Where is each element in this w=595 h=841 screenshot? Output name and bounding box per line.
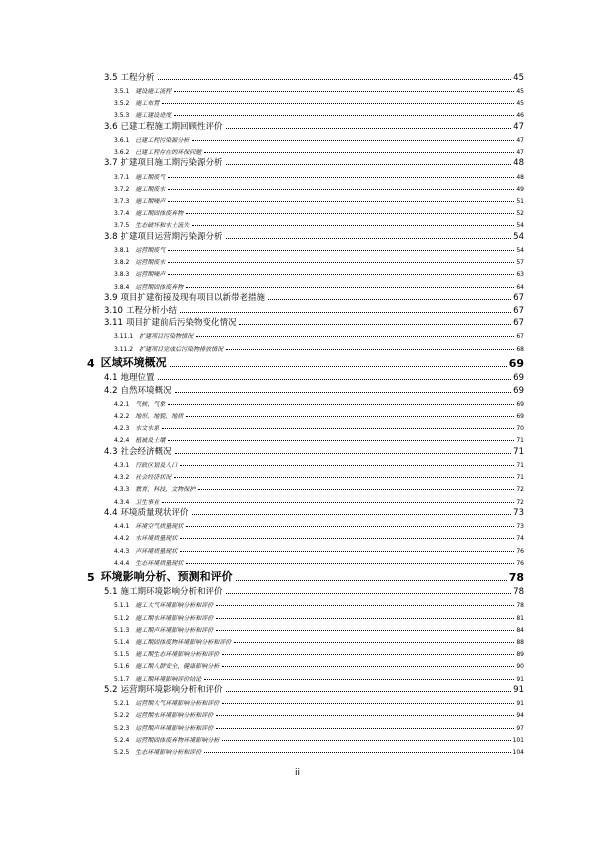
toc-entry-level-3[interactable]	[0, 597, 595, 609]
toc-entry-number: 3.7.2	[114, 185, 130, 193]
toc-entry-level-2[interactable]	[0, 291, 595, 304]
toc-entry-level-3[interactable]	[0, 493, 595, 505]
dot-leader	[226, 238, 512, 239]
toc-entry-level-3[interactable]	[0, 396, 595, 408]
toc-entry-number: 4.2.1	[114, 400, 130, 408]
toc-entry-title: 工程分析小结	[125, 305, 177, 316]
dot-leader	[204, 752, 510, 753]
dot-leader	[192, 514, 512, 515]
toc-entry-number: 3.11.2	[114, 345, 134, 353]
toc-entry-level-3[interactable]	[0, 719, 595, 731]
toc-entry-page: 63	[516, 271, 524, 279]
toc-entry-title: 已建工程施工期回顾性评价	[120, 121, 223, 132]
toc-entry-page: 67	[513, 293, 524, 304]
toc-entry-title: 运营期水环境影响分析和评价	[135, 712, 214, 720]
toc-entry-level-3[interactable]	[0, 408, 595, 420]
toc-entry-number: 4.4.2	[114, 535, 130, 543]
toc-entry-title: 扩建项目施工期污染源分析	[120, 158, 223, 169]
toc-entry-number: 3.6.1	[114, 136, 130, 144]
toc-entry-number: 5.2.2	[114, 712, 130, 720]
toc-entry-page: 69	[513, 373, 524, 383]
toc-entry-page: 76	[516, 547, 524, 555]
toc-entry-number: 4.3.3	[114, 486, 130, 494]
toc-entry-title: 施工期固体废物环境影响分析和评价	[135, 639, 232, 646]
toc-entry-page: 49	[516, 185, 524, 193]
toc-entry-page: 76	[516, 559, 524, 567]
toc-entry-number: 3.9	[104, 293, 118, 304]
toc-entry-number: 3.7.3	[114, 198, 130, 205]
toc-entry-title: 运营期固体废弃物环境影响分析	[135, 736, 220, 744]
toc-entry-page: 89	[516, 651, 524, 659]
toc-entry-number: 3.11.1	[114, 333, 134, 341]
dot-leader	[158, 79, 512, 80]
toc-entry-number: 3.8.4	[114, 283, 130, 291]
dot-leader	[186, 563, 514, 564]
toc-entry-level-3[interactable]	[0, 744, 595, 756]
toc-entry-title: 运营期噪声	[135, 271, 166, 279]
toc-entry-number: 3.11	[104, 318, 123, 329]
toc-entry-page: 52	[516, 210, 524, 218]
dot-leader	[168, 250, 514, 251]
toc-entry-page: 47	[513, 121, 524, 132]
toc-entry-title: 生态环境质量现状	[135, 559, 184, 567]
toc-entry-level-3[interactable]	[0, 266, 595, 278]
toc-entry-title: 施工期环境影响评价结论	[135, 675, 202, 683]
toc-entry-level-3[interactable]	[0, 518, 595, 530]
dot-leader	[226, 691, 512, 692]
toc-entry-title: 施工建设进度	[135, 112, 172, 120]
toc-entry-level-3[interactable]	[0, 193, 595, 205]
toc-entry-number: 4.3.4	[114, 498, 130, 506]
toc-entry-title: 社会经济状况	[135, 474, 172, 482]
toc-entry-page: 72	[516, 498, 524, 506]
dot-leader	[180, 465, 514, 466]
toc-entry-page: 101	[512, 736, 524, 744]
toc-entry-page: 51	[516, 198, 524, 205]
dot-leader	[180, 551, 514, 552]
toc-entry-number: 4.3.2	[114, 474, 130, 482]
toc-entry-level-2[interactable]	[0, 70, 595, 83]
toc-entry-title: 生态破坏和水土流失	[135, 222, 190, 230]
toc-entry-number: 5.1.6	[114, 663, 130, 671]
toc-entry-page: 94	[516, 712, 524, 720]
toc-entry-number: 5.1.2	[114, 614, 130, 622]
dot-leader	[174, 91, 514, 92]
toc-entry-page: 91	[513, 685, 524, 696]
toc-entry-number: 3.8.1	[114, 247, 130, 255]
toc-entry-level-2[interactable]	[0, 506, 595, 519]
dot-leader	[168, 201, 514, 202]
dot-leader	[222, 703, 514, 704]
toc-entry-level-3[interactable]	[0, 83, 595, 95]
dot-leader	[168, 274, 514, 275]
toc-entry-page: 88	[516, 639, 524, 646]
toc-entry-title: 施工期声环境影响分析和评价	[135, 626, 214, 634]
toc-entry-level-2[interactable]	[0, 383, 595, 396]
toc-entry-title: 施工期生态环境影响分析和评价	[135, 651, 220, 659]
toc-entry-number: 5	[87, 570, 95, 584]
toc-entry-page: 81	[516, 614, 524, 622]
dot-leader	[180, 312, 511, 313]
toc-entry-page: 68	[516, 345, 524, 353]
toc-entry-number: 5.1.4	[114, 639, 130, 646]
toc-entry-title: 环境空气质量现状	[135, 523, 184, 531]
dot-leader	[226, 593, 512, 594]
toc-entry-number: 3.6.2	[114, 148, 130, 156]
toc-entry-level-3[interactable]	[0, 217, 595, 229]
page-number: ii	[294, 768, 300, 778]
toc-entry-level-3[interactable]	[0, 542, 595, 554]
toc-entry-number: 3.6	[104, 121, 118, 132]
toc-entry-level-3[interactable]	[0, 670, 595, 682]
toc-entry-level-3[interactable]	[0, 144, 595, 156]
toc-entry-number: 4.1	[104, 373, 118, 383]
toc-entry-number: 4.4	[104, 508, 118, 518]
toc-entry-page: 73	[513, 508, 524, 518]
toc-entry-page: 73	[516, 523, 524, 531]
dot-leader	[170, 366, 507, 367]
dot-leader	[162, 502, 514, 503]
dot-leader	[226, 349, 514, 350]
toc-entry-level-2[interactable]	[0, 683, 595, 696]
dot-leader	[186, 526, 514, 527]
dot-leader	[168, 440, 514, 441]
toc-entry-page: 64	[516, 283, 524, 291]
toc-entry-title: 环境质量现状评价	[120, 508, 189, 518]
toc-entry-title: 施工期噪声	[135, 198, 166, 205]
toc-entry-number: 5.1.7	[114, 675, 130, 683]
toc-entry-page: 67	[516, 333, 524, 341]
toc-entry-page: 78	[508, 570, 524, 584]
toc-entry-number: 4.2.2	[114, 412, 130, 420]
toc-entry-number: 3.5.3	[114, 112, 130, 120]
toc-entry-number: 4.3	[104, 446, 118, 457]
dot-leader	[174, 115, 514, 116]
toc-entry-level-3[interactable]	[0, 242, 595, 254]
toc-entry-page: 54	[516, 247, 524, 255]
toc-entry-number: 5.2.1	[114, 700, 130, 708]
toc-entry-page: 46	[516, 112, 524, 120]
toc-entry-level-2[interactable]	[0, 156, 595, 169]
toc-entry-title: 施工期水环境影响分析和评价	[135, 614, 214, 622]
toc-entry-title: 施工期固体废弃物	[135, 210, 184, 218]
toc-entry-level-3[interactable]	[0, 95, 595, 107]
dot-leader	[192, 140, 514, 141]
dot-leader	[222, 654, 514, 655]
dot-leader	[239, 324, 511, 325]
toc-entry-page: 71	[513, 446, 524, 457]
toc-entry-number: 4	[87, 356, 95, 370]
toc-entry-page: 45	[516, 99, 524, 107]
toc-entry-title: 水环境质量现状	[135, 535, 178, 543]
toc-entry-number: 3.8.3	[114, 271, 130, 279]
toc-entry-page: 47	[516, 136, 524, 144]
toc-entry-level-3[interactable]	[0, 609, 595, 621]
toc-entry-number: 5.1.3	[114, 626, 130, 634]
toc-entry-level-3[interactable]	[0, 107, 595, 119]
toc-entry-level-3[interactable]	[0, 555, 595, 567]
toc-entry-number: 3.10	[104, 305, 123, 316]
toc-entry-title: 环境影响分析、预测和评价	[100, 569, 233, 583]
toc-entry-title: 社会经济概况	[120, 446, 172, 457]
toc-entry-level-1[interactable]	[0, 569, 595, 584]
toc-entry-page: 45	[516, 87, 524, 95]
toc-entry-page: 69	[516, 412, 524, 420]
toc-entry-level-3[interactable]	[0, 530, 595, 542]
toc-entry-level-3[interactable]	[0, 707, 595, 719]
toc-entry-level-3[interactable]	[0, 205, 595, 217]
toc-entry-level-3[interactable]	[0, 658, 595, 670]
toc-entry-level-2[interactable]	[0, 303, 595, 316]
toc-entry-page: 91	[516, 675, 524, 683]
toc-entry-level-3[interactable]	[0, 646, 595, 658]
dot-leader	[168, 262, 514, 263]
toc-entry-page: 71	[516, 461, 524, 469]
toc-entry-page: 97	[516, 724, 524, 732]
dot-leader	[204, 679, 514, 680]
toc-entry-page: 104	[512, 749, 524, 756]
dot-leader	[192, 225, 514, 226]
toc-entry-title: 施工期废水	[135, 185, 166, 193]
toc-entry-page: 74	[516, 535, 524, 543]
toc-entry-number: 5.2.4	[114, 736, 130, 744]
toc-entry-title: 水文水系	[135, 425, 160, 433]
toc-entry-title: 行政区划及人口	[135, 461, 178, 469]
dot-leader	[186, 287, 514, 288]
toc-entry-number: 4.2	[104, 385, 118, 396]
dot-leader	[162, 103, 514, 104]
dot-leader	[198, 489, 514, 490]
toc-entry-title: 建设施工流程	[135, 87, 172, 95]
toc-entry-level-3[interactable]	[0, 695, 595, 707]
dot-leader	[186, 213, 514, 214]
toc-entry-level-3[interactable]	[0, 132, 595, 144]
toc-entry-level-3[interactable]	[0, 420, 595, 432]
dot-leader	[268, 299, 511, 300]
toc-entry-title: 生态环境影响分析和评价	[135, 749, 202, 756]
dot-leader	[216, 618, 514, 619]
toc-entry-level-1[interactable]	[0, 355, 595, 370]
toc-entry-page: 72	[516, 486, 524, 494]
toc-entry-level-2[interactable]	[0, 444, 595, 457]
toc-entry-level-3[interactable]	[0, 278, 595, 290]
toc-entry-page: 91	[516, 700, 524, 708]
toc-entry-number: 5.2.3	[114, 724, 130, 732]
dot-leader	[196, 336, 514, 337]
toc-entry-title: 施工布置	[135, 99, 160, 107]
toc-entry-page: 78	[516, 602, 524, 610]
toc-entry-page: 57	[516, 259, 524, 267]
toc-entry-title: 运营期固体废弃物	[135, 283, 184, 291]
toc-entry-number: 5.1	[104, 587, 118, 598]
toc-entry-page: 54	[516, 222, 524, 230]
dot-leader	[216, 630, 514, 631]
dot-leader	[158, 379, 512, 380]
dot-leader	[175, 392, 512, 393]
toc-entry-title: 项目扩建前后污染物变化情况	[125, 318, 237, 329]
toc-entry-level-3[interactable]	[0, 254, 595, 266]
toc-entry-title: 施工期废气	[135, 173, 166, 181]
toc-entry-page: 90	[516, 663, 524, 671]
dot-leader	[234, 642, 514, 643]
toc-entry-level-3[interactable]	[0, 469, 595, 481]
toc-entry-level-3[interactable]	[0, 732, 595, 744]
toc-entry-title: 施工期人群安全，健康影响分析	[135, 663, 220, 671]
toc-entry-page: 69	[508, 356, 524, 370]
dot-leader	[174, 477, 514, 478]
toc-entry-number: 3.5.2	[114, 99, 130, 107]
dot-leader	[168, 189, 514, 190]
dot-leader	[236, 580, 507, 581]
toc-entry-number: 5.2	[104, 685, 118, 696]
toc-entry-page: 47	[516, 148, 524, 156]
toc-entry-page: 45	[513, 72, 524, 83]
dot-leader	[168, 404, 514, 405]
dot-leader	[180, 538, 514, 539]
toc-entry-number: 3.7.4	[114, 210, 130, 218]
toc-entry-level-2[interactable]	[0, 585, 595, 598]
toc-entry-page: 54	[513, 231, 524, 242]
toc-entry-page: 70	[516, 425, 524, 433]
toc-entry-title: 施工期环境影响分析和评价	[120, 587, 223, 598]
toc-entry-number: 4.2.4	[114, 437, 130, 445]
toc-entry-title: 自然环境概况	[120, 385, 172, 396]
toc-entry-level-2[interactable]	[0, 371, 595, 384]
toc-entry-page: 67	[513, 305, 524, 316]
toc-entry-page: 67	[513, 318, 524, 329]
toc-entry-number: 3.7.5	[114, 222, 130, 230]
toc-entry-title: 区域环境概况	[100, 355, 167, 369]
toc-entry-level-3[interactable]	[0, 168, 595, 180]
toc-entry-number: 4.2.3	[114, 425, 130, 433]
toc-entry-title: 运营期废水	[135, 259, 166, 267]
toc-entry-page: 78	[513, 587, 524, 598]
toc-entry-level-2[interactable]	[0, 119, 595, 132]
toc-entry-page: 48	[513, 158, 524, 169]
toc-entry-title: 运营期环境影响分析和评价	[120, 685, 223, 696]
toc-entry-page: 69	[513, 385, 524, 396]
toc-entry-title: 运营期废气	[135, 247, 166, 255]
dot-leader	[222, 666, 514, 667]
toc-entry-page: 69	[516, 400, 524, 408]
dot-leader	[216, 605, 514, 606]
toc-entry-level-3[interactable]	[0, 481, 595, 493]
toc-entry-title: 卫生事业	[135, 498, 160, 506]
toc-entry-title: 已建工程污染源分析	[135, 136, 190, 144]
toc-entry-page: 84	[516, 626, 524, 634]
toc-entry-level-3[interactable]	[0, 457, 595, 469]
toc-entry-number: 4.4.3	[114, 547, 130, 555]
toc-entry-title: 扩建项目污染物情况	[139, 333, 194, 341]
toc-entry-number: 3.7	[104, 158, 118, 169]
toc-entry-title: 地理位置	[120, 373, 155, 383]
toc-entry-level-3[interactable]	[0, 328, 595, 340]
toc-entry-title: 声环境质量现状	[135, 547, 178, 555]
toc-entry-title: 气候，气象	[135, 400, 166, 408]
dot-leader	[226, 164, 512, 165]
dot-leader	[204, 152, 514, 153]
dot-leader	[216, 728, 514, 729]
toc-entry-level-2[interactable]	[0, 229, 595, 242]
table-of-contents	[0, 70, 595, 756]
dot-leader	[168, 177, 514, 178]
toc-entry-title: 施工大气环境影响分析和评价	[135, 602, 214, 610]
toc-entry-title: 地形，地貌，地质	[135, 412, 184, 420]
dot-leader	[222, 740, 510, 741]
toc-entry-number: 3.8	[104, 231, 118, 242]
toc-entry-title: 扩建项目运营期污染源分析	[120, 231, 223, 242]
toc-entry-number: 4.4.1	[114, 523, 130, 531]
toc-entry-title: 植被及土壤	[135, 437, 166, 445]
toc-entry-number: 3.5.1	[114, 87, 130, 95]
toc-entry-number: 3.5	[104, 72, 118, 83]
toc-entry-number: 5.2.5	[114, 749, 130, 756]
toc-entry-number: 4.4.4	[114, 559, 130, 567]
dot-leader	[162, 428, 514, 429]
toc-entry-title: 已建工程存在的环保问题	[135, 148, 202, 156]
toc-entry-level-3[interactable]	[0, 622, 595, 634]
toc-entry-level-2[interactable]	[0, 316, 595, 329]
dot-leader	[216, 715, 514, 716]
toc-entry-number: 5.1.5	[114, 651, 130, 659]
toc-entry-level-3[interactable]	[0, 181, 595, 193]
dot-leader	[175, 453, 512, 454]
toc-entry-title: 运营期大气环境影响分析和评价	[135, 700, 220, 708]
toc-entry-page: 48	[516, 173, 524, 181]
toc-entry-title: 扩建项目完成后污染物排放情况	[139, 345, 224, 353]
toc-entry-number: 5.1.1	[114, 602, 130, 610]
toc-entry-level-3[interactable]	[0, 432, 595, 444]
toc-entry-level-3[interactable]	[0, 634, 595, 646]
toc-entry-level-3[interactable]	[0, 340, 595, 352]
toc-entry-title: 项目扩建衔接及现有项目以新带老措施	[120, 293, 266, 304]
toc-entry-title: 工程分析	[120, 72, 155, 83]
toc-entry-title: 教育，科技，文物保护	[135, 486, 196, 494]
toc-entry-number: 3.7.1	[114, 173, 130, 181]
dot-leader	[186, 416, 514, 417]
toc-entry-page: 71	[516, 437, 524, 445]
dot-leader	[226, 128, 512, 129]
toc-entry-title: 运营期声环境影响分析和评价	[135, 724, 214, 732]
toc-entry-number: 3.8.2	[114, 259, 130, 267]
toc-entry-number: 4.3.1	[114, 461, 130, 469]
toc-entry-page: 71	[516, 474, 524, 482]
